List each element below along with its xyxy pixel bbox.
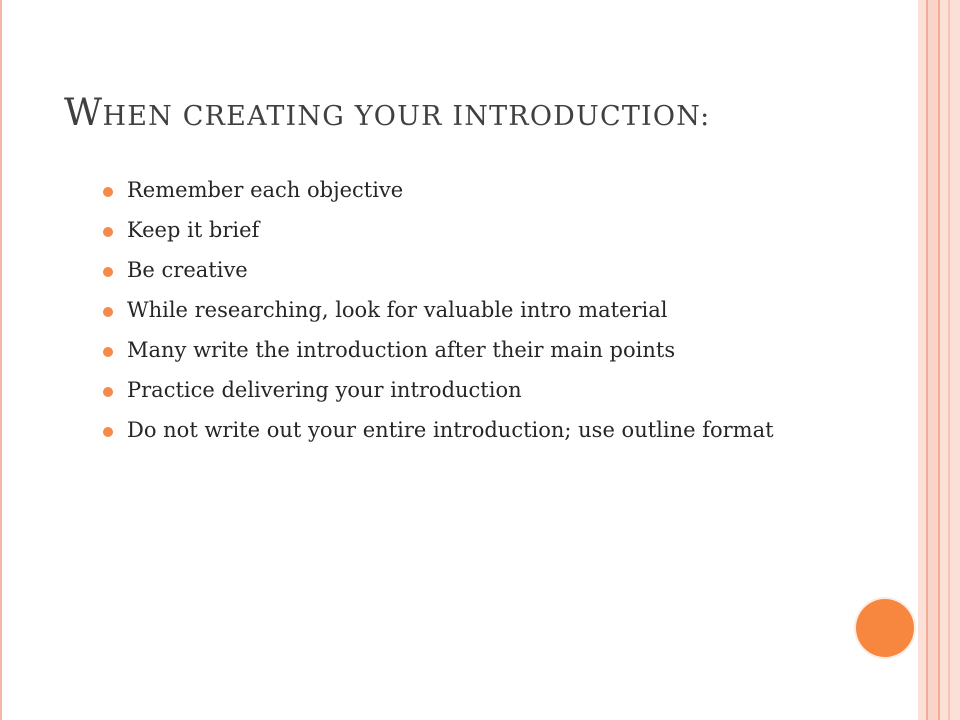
title-initial: W (64, 91, 103, 134)
decorative-rail (928, 0, 938, 720)
bullet-list (103, 177, 843, 443)
bullet-text: While researching, look for valuable intro material (127, 298, 668, 322)
bullet-text: Be creative (127, 258, 248, 282)
bullet-item (103, 417, 843, 443)
bullet-dot-icon (103, 307, 113, 317)
title-colon: : (700, 101, 711, 132)
bullet-item (103, 177, 843, 203)
decorative-rail (940, 0, 960, 720)
decorative-rail (948, 0, 950, 720)
bullet-dot-icon (103, 427, 113, 437)
bullet-text: Remember each objective (127, 178, 404, 202)
title-rest: HEN CREATING YOUR INTRODUCTION (102, 101, 701, 132)
accent-circle-icon (856, 599, 914, 657)
bullet-item (103, 337, 843, 363)
bullet-item (103, 257, 843, 283)
bullet-dot-icon (103, 387, 113, 397)
bullet-item (103, 377, 843, 403)
bullet-text: Practice delivering your introduction (127, 378, 522, 402)
bullet-dot-icon (103, 347, 113, 357)
bullet-dot-icon (103, 227, 113, 237)
bullet-text: Many write the introduction after their main points (127, 338, 676, 362)
bullet-text: Keep it brief (127, 218, 260, 242)
bullet-dot-icon (103, 187, 113, 197)
bullet-item (103, 297, 843, 323)
decorative-rail (918, 0, 926, 720)
bullet-dot-icon (103, 267, 113, 277)
bullet-text: Do not write out your entire introduction; use outline format (127, 418, 774, 442)
slide-title (64, 91, 884, 154)
bullet-item (103, 217, 843, 243)
